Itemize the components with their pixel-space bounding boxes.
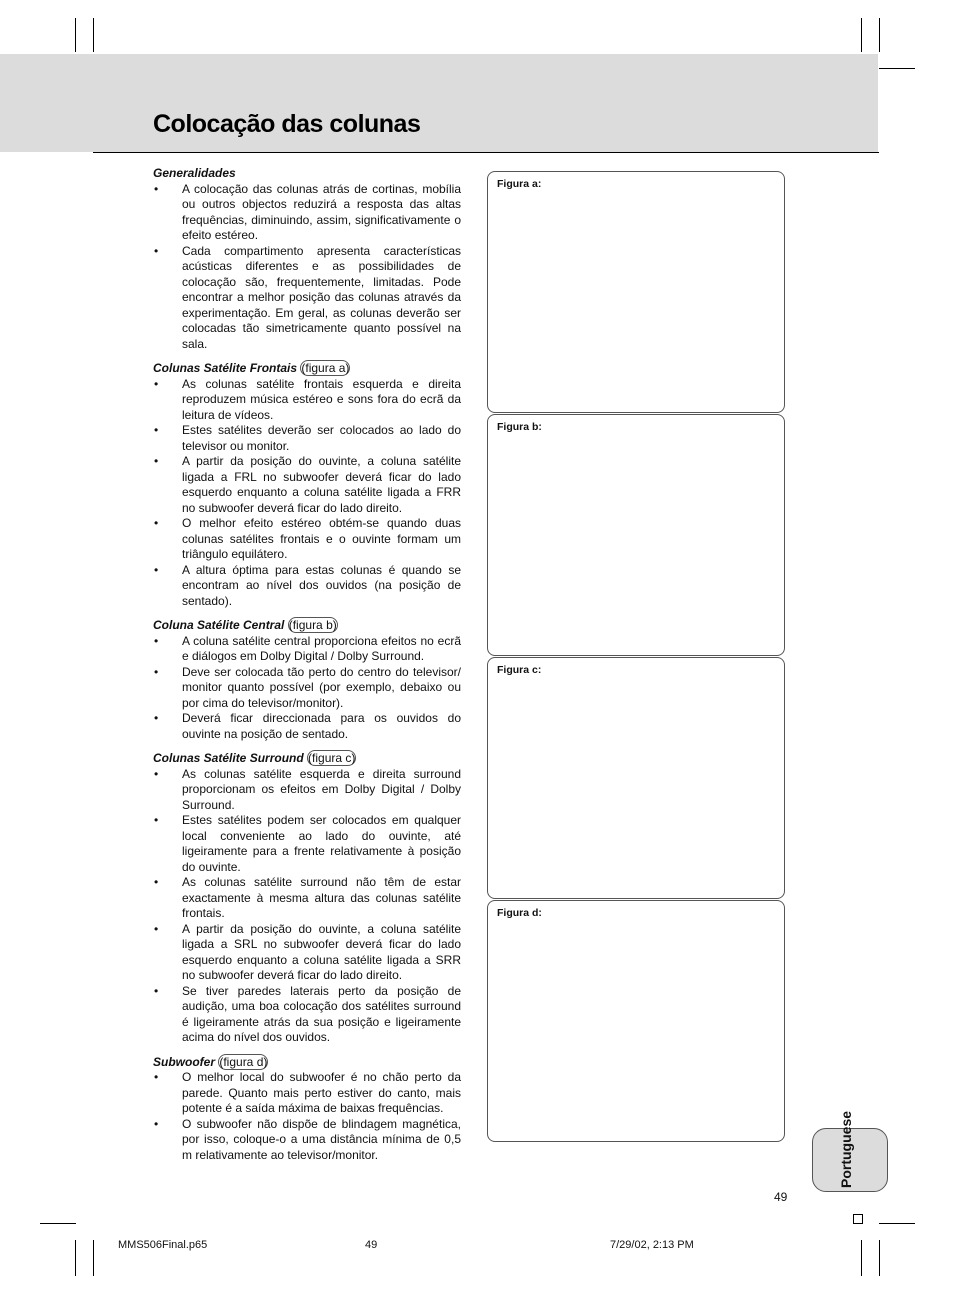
list-item: • As colunas satélite frontais esquerda e direita reproduzem música estéreo e sons fora do ecrã da leitura de vídeos.: [153, 377, 461, 424]
speaker-layout-diagram: [488, 415, 784, 655]
figure-label: Figura c:: [497, 664, 542, 676]
speaker-layout-diagram: [488, 901, 784, 1141]
list-item: • As colunas satélite surround não têm de estar exactamente à mesma altura das colunas satélite frontais.: [153, 875, 461, 922]
section-generalidades: [153, 166, 461, 352]
crop-mark: [75, 1240, 76, 1276]
section-surround-satellites: [153, 751, 461, 1046]
section-heading: Colunas Satélite Frontais (figura a): [153, 361, 350, 375]
figure-a: [487, 171, 785, 413]
figure-b: [487, 414, 785, 656]
speaker-layout-diagram: [488, 172, 784, 412]
list-item: • O subwoofer não dispõe de blindagem magnética, por isso, coloque-o a uma distância mínima de 0,5 m relativamente ao televisor/monitor.: [153, 1117, 461, 1164]
speaker-layout-diagram: [488, 658, 784, 898]
figure-label: Figura a:: [497, 178, 542, 190]
footer-page: 49: [365, 1239, 378, 1251]
crop-mark: [40, 1223, 76, 1224]
list-item: • O melhor local do subwoofer é no chão perto da parede. Quanto mais perto estiver do canto, mais potente é a saída máxima de baixas frequências.: [153, 1070, 461, 1117]
figure-label: Figura d:: [497, 907, 542, 919]
list-item: • A partir da posição do ouvinte, a coluna satélite ligada a SRL no subwoofer deverá ficar do lado esquerdo enquanto a coluna satélite ligada a SRR no subwoofer deverá ficar do lado direito.: [153, 922, 461, 984]
list-item: • O melhor efeito estéreo obtém-se quando duas colunas satélites frontais e o ouvinte formam um triângulo equilátero.: [153, 516, 461, 563]
footer-file: MMS506Final.p65: [118, 1239, 208, 1251]
list-item: • Deve ser colocada tão perto do centro do televisor/ monitor quanto possível (por exemplo, debaixo ou por cima do televisor/monitor).: [153, 665, 461, 712]
list-item: • A altura óptima para estas colunas é quando se encontram ao nível dos ouvidos (na posição de sentado).: [153, 563, 461, 610]
list-item: • As colunas satélite esquerda e direita surround proporcionam os efeitos em Dolby Digital / Dolby Surround.: [153, 767, 461, 814]
list-item: • Estes satélites podem ser colocados em qualquer local conveniente ao lado do ouvinte, até ligeiramente para a frente relativamente à posição do ouvinte.: [153, 813, 461, 875]
figure-column: [487, 171, 785, 1143]
list-item: • Cada compartimento apresenta características acústicas diferentes e as possibilidades de colocação são, frequentemente, limitadas. Pode encontrar a melhor posição das colunas através da experimentação. Em geral, as colunas deverão ser colocadas tão simetricamente quanto possível na sala.: [153, 244, 461, 353]
footer-date: 7/29/02, 2:13 PM: [610, 1239, 694, 1251]
header-rule: [93, 152, 879, 153]
list-item: • A partir da posição do ouvinte, a coluna satélite ligada a FRL no subwoofer deverá ficar do lado esquerdo enquanto a coluna satélite ligada a FRR no subwoofer deverá ficar do lado direito.: [153, 454, 461, 516]
crop-mark: [879, 68, 915, 69]
list-item: • A colocação das colunas atrás de cortinas, mobília ou outros objectos reduzirá a resposta das altas frequências, diminuindo, assim, significativamente o efeito estéreo.: [153, 182, 461, 244]
list-item: • Se tiver paredes laterais perto da posição de audição, uma boa colocação dos satélites surround é ligeiramente atrás da sua posição e ligeiramente acima do nível dos ouvidos.: [153, 984, 461, 1046]
section-front-satellites: [153, 361, 461, 609]
crop-mark: [93, 1240, 94, 1276]
crop-mark: [879, 1240, 880, 1276]
header-band: [0, 54, 878, 152]
crop-mark: [861, 1240, 862, 1276]
language-tab-label: Portuguese: [838, 1110, 854, 1188]
section-heading: Generalidades: [153, 166, 236, 180]
section-subwoofer: [153, 1055, 461, 1164]
section-heading: Coluna Satélite Central (figura b): [153, 618, 337, 632]
crop-mark: [879, 1223, 915, 1224]
section-center-satellite: [153, 618, 461, 742]
page-title: Colocação das colunas: [153, 110, 421, 138]
registration-square: [853, 1214, 863, 1224]
section-heading: Subwoofer (figura d): [153, 1054, 268, 1069]
text-column: [153, 166, 461, 1172]
section-heading: Colunas Satélite Surround (figura c): [153, 751, 356, 765]
page-number: 49: [774, 1190, 788, 1204]
figure-label: Figura b:: [497, 421, 542, 433]
list-item: • A coluna satélite central proporciona efeitos no ecrã e diálogos em Dolby Digital / Dolby Surround.: [153, 634, 461, 665]
crop-mark: [93, 18, 94, 52]
crop-mark: [879, 18, 880, 52]
crop-mark: [861, 18, 862, 52]
figure-c: [487, 657, 785, 899]
figure-d: [487, 900, 785, 1142]
list-item: • Estes satélites deverão ser colocados ao lado do televisor ou monitor.: [153, 423, 461, 454]
list-item: • Deverá ficar direccionada para os ouvidos do ouvinte na posição de sentado.: [153, 711, 461, 742]
crop-mark: [75, 18, 76, 52]
